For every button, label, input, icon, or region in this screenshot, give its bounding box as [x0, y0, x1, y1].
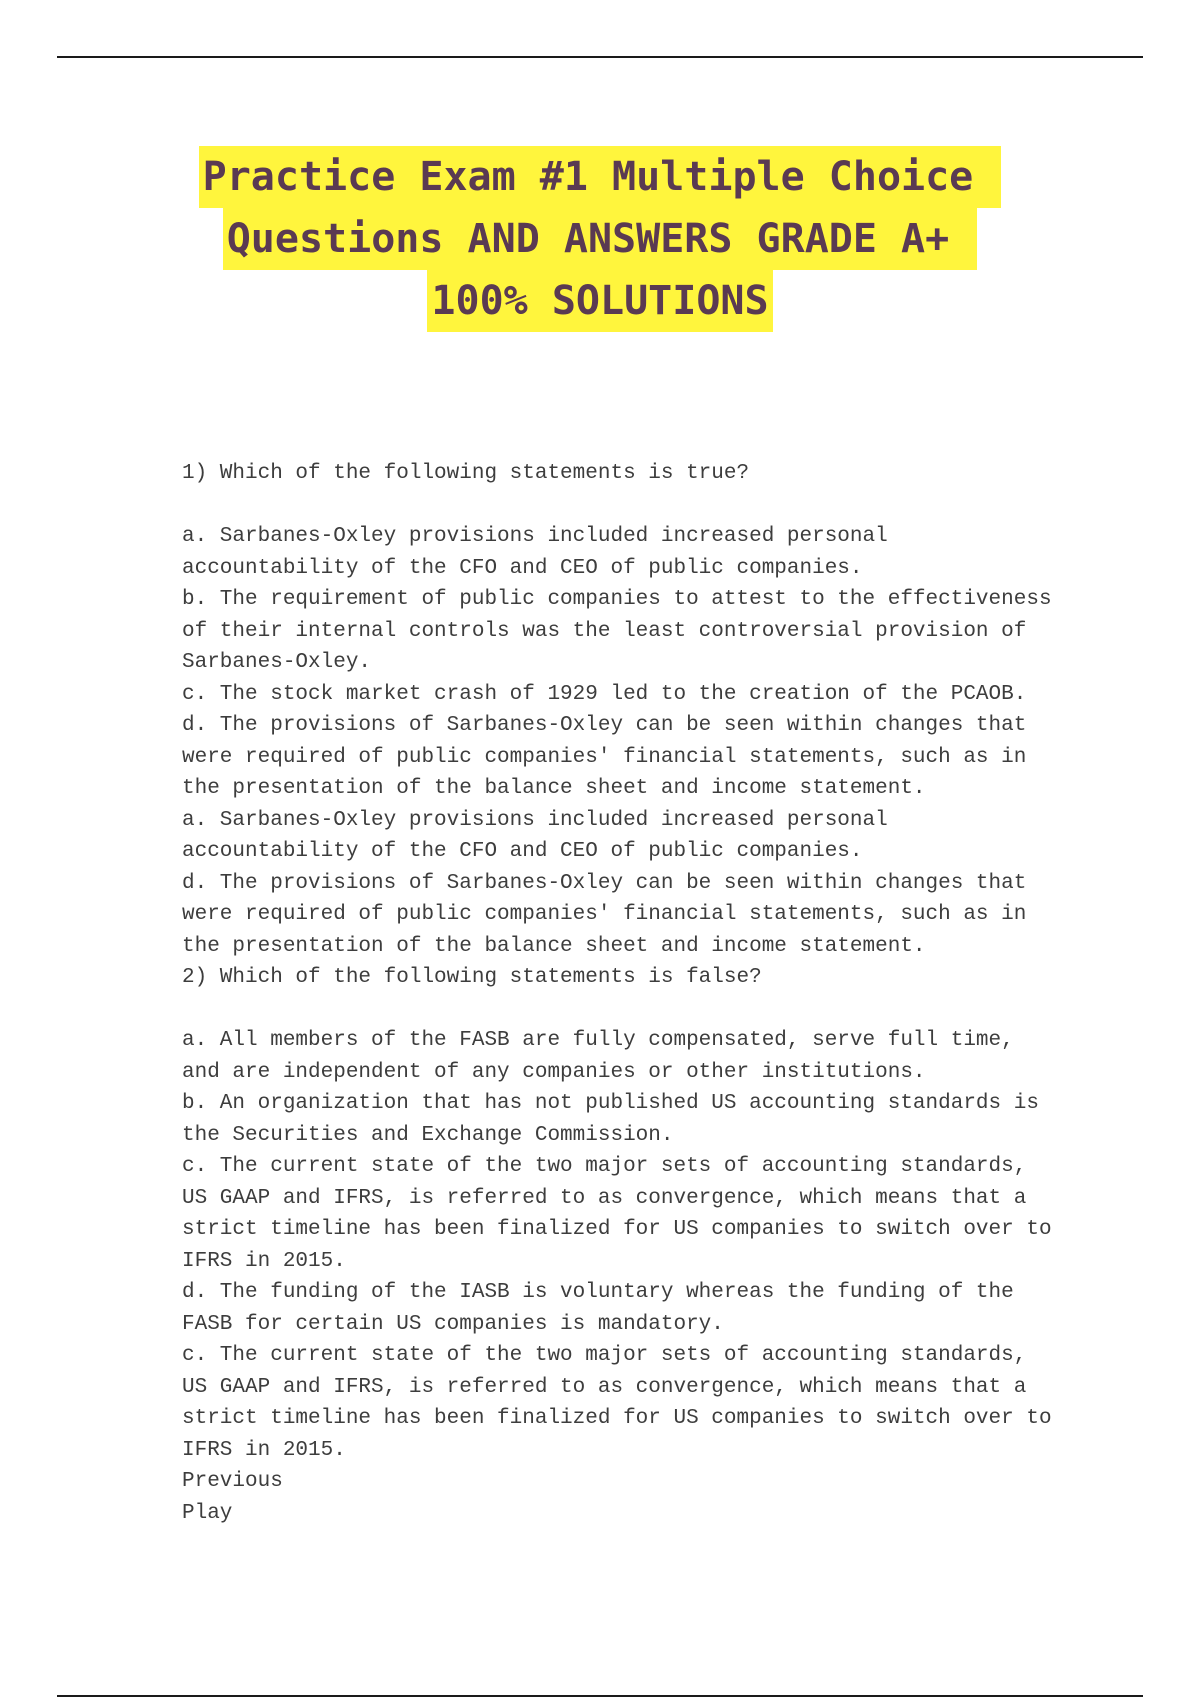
- blank-line: [182, 994, 1042, 1026]
- document-body: [182, 458, 1052, 1529]
- question-1-option-b-line-1: b. The requirement of public companies to attest to the effectiveness: [182, 588, 1052, 611]
- title-line-1: Practice Exam #1 Multiple Choice: [199, 146, 1002, 208]
- previous-text: Previous: [182, 1470, 283, 1493]
- question-1-answer-a-line-2: accountability of the CFO and CEO of public companies.: [182, 840, 863, 863]
- question-1-option-c: c. The stock market crash of 1929 led to the creation of the PCAOB.: [182, 682, 1027, 706]
- question-1-option-b-line-3: Sarbanes-Oxley.: [182, 651, 372, 674]
- question-1-option-b-line-2: of their internal controls was the least controversial provision of: [182, 619, 1027, 643]
- question-2-option-c-line-2: US GAAP and IFRS, is referred to as convergence, which means that a: [182, 1186, 1027, 1210]
- question-1-answer-a-line-1: a. Sarbanes-Oxley provisions included increased personal: [182, 808, 888, 832]
- question-2-option-b-line-1: b. An organization that has not published US accounting standards is: [182, 1092, 1039, 1115]
- play-text: Play: [182, 1501, 233, 1525]
- question-1-option-a-line-2: accountability of the CFO and CEO of public companies.: [182, 556, 863, 580]
- question-2-option-a-line-1: a. All members of the FASB are fully compensated, serve full time,: [182, 1029, 1014, 1052]
- title-line-3: 100% SOLUTIONS: [427, 270, 772, 332]
- blank-line: [182, 490, 1042, 522]
- question-2-text: 2) Which of the following statements is false?: [182, 966, 762, 989]
- question-2-option-d-line-2: FASB for certain US companies is mandatory.: [182, 1312, 724, 1336]
- question-2-answer-c-line-2: US GAAP and IFRS, is referred to as convergence, which means that a: [182, 1375, 1027, 1399]
- question-1-answer-d-line-2: were required of public companies' financial statements, such as in: [182, 903, 1027, 926]
- top-rule: [57, 56, 1143, 58]
- question-2-option-c-line-4: IFRS in 2015.: [182, 1249, 346, 1273]
- question-2-answer-c-line-1: c. The current state of the two major sets of accounting standards,: [182, 1344, 1027, 1367]
- question-1-answer-d-line-3: the presentation of the balance sheet and income statement.: [182, 934, 926, 958]
- question-2-option-b-line-2: the Securities and Exchange Commission.: [182, 1123, 674, 1147]
- question-2-option-a-line-2: and are independent of any companies or other institutions.: [182, 1060, 926, 1084]
- bottom-rule: [57, 1695, 1143, 1697]
- title-line-2: Questions AND ANSWERS GRADE A+: [223, 208, 978, 270]
- question-1-option-d-line-1: d. The provisions of Sarbanes-Oxley can be seen within changes that: [182, 714, 1027, 737]
- question-1-option-d-line-3: the presentation of the balance sheet and income statement.: [182, 777, 926, 800]
- question-2-option-d-line-1: d. The funding of the IASB is voluntary whereas the funding of the: [182, 1281, 1014, 1304]
- question-1-option-d-line-2: were required of public companies' financial statements, such as in: [182, 745, 1027, 769]
- document-title: [150, 146, 1050, 332]
- question-2-answer-c-line-4: IFRS in 2015.: [182, 1438, 346, 1462]
- question-1-answer-d-line-1: d. The provisions of Sarbanes-Oxley can be seen within changes that: [182, 871, 1027, 895]
- question-1-option-a-line-1: a. Sarbanes-Oxley provisions included increased personal: [182, 525, 888, 548]
- question-1-text: 1) Which of the following statements is true?: [182, 462, 750, 485]
- question-2-answer-c-line-3: strict timeline has been finalized for US companies to switch over to: [182, 1407, 1052, 1430]
- question-2-option-c-line-3: strict timeline has been finalized for US companies to switch over to: [182, 1218, 1052, 1241]
- question-2-option-c-line-1: c. The current state of the two major sets of accounting standards,: [182, 1155, 1027, 1178]
